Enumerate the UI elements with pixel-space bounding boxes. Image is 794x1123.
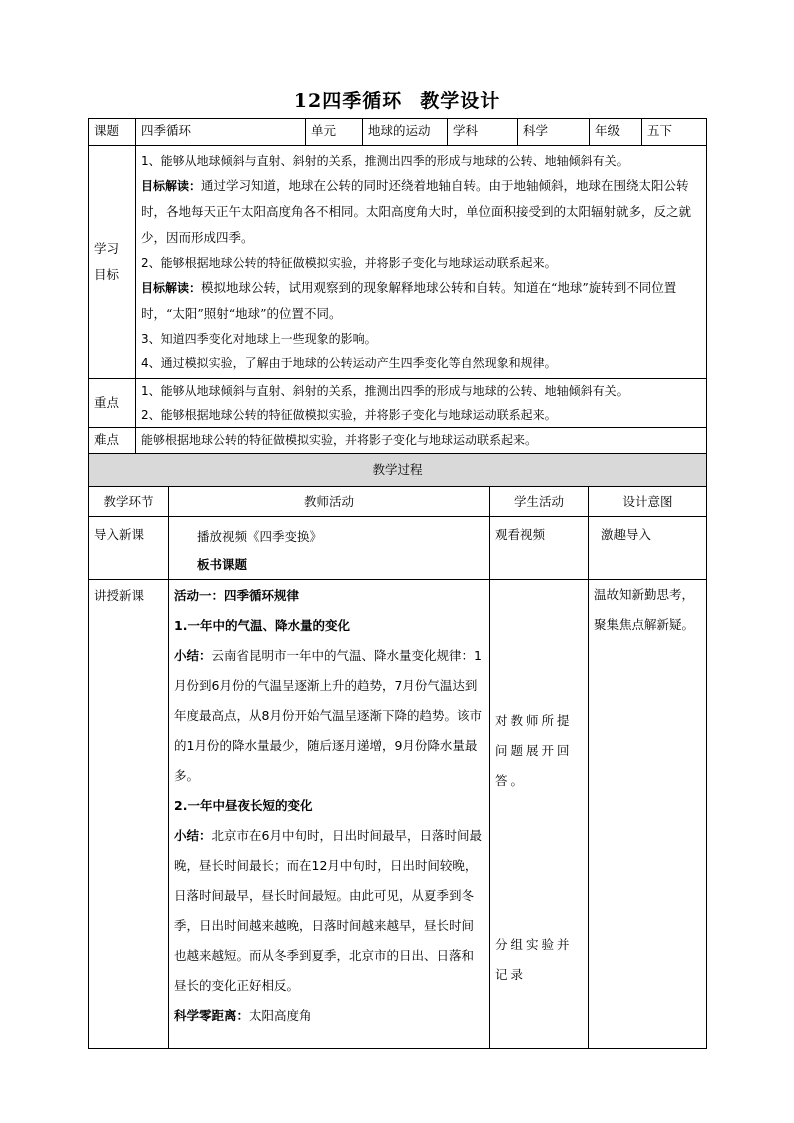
col-stage-header: 教学环节	[89, 487, 169, 517]
title-suffix: 教学设计	[420, 90, 501, 112]
goals-label-line1: 学习	[94, 241, 120, 256]
goal-1-interp-label: 目标解读：	[141, 179, 202, 193]
summary-1	[174, 641, 484, 791]
difficulty-row	[89, 428, 707, 455]
unit-value: 地球的运动	[363, 119, 448, 146]
key-points-content	[136, 379, 707, 428]
new-lesson-row	[89, 580, 707, 1049]
activity-title: 活动一：四季循环规律	[174, 588, 300, 603]
intro-teacher-line1: 播放视频《四季变换》	[197, 529, 323, 544]
key-point-1: 1、能够从地球倾斜与直射、斜射的关系，推测出四季的形成与地球的公转、地轴倾斜有关。	[141, 384, 629, 398]
intro-row	[89, 517, 707, 580]
intro-stage: 导入新课	[89, 517, 169, 580]
goal-1-interp-text: 通过学习知道，地球在公转的同时还绕着地轴自转。由于地轴倾斜，地球在围绕太阳公转时，各地每天正午太阳高度角各不相同。太阳高度角大时，单位面积接受到的太阳辐射就多，反之就少，因而形成四季。	[141, 178, 692, 245]
subtopic-2: 2.一年中昼夜长短的变化	[174, 798, 313, 813]
process-header-row	[89, 487, 707, 517]
grade-value: 五下	[642, 119, 707, 146]
summary-2	[174, 821, 484, 1001]
science-note-label: 科学零距离：	[174, 1008, 250, 1023]
new-lesson-student	[490, 580, 589, 1049]
topic-value: 四季循环	[136, 119, 306, 146]
goals-label	[89, 146, 136, 379]
key-points-row	[89, 379, 707, 428]
grade-label: 年级	[590, 119, 642, 146]
title-name: 四季循环	[322, 90, 403, 112]
difficulty-text: 能够根据地球公转的特征做模拟实验，并将影子变化与地球运动联系起来。	[136, 428, 707, 455]
key-points-label: 重点	[89, 379, 136, 428]
goal-2: 2、能够根据地球公转的特征做模拟实验，并将影子变化与地球运动联系起来。	[141, 256, 557, 270]
subject-label: 学科	[448, 119, 518, 146]
summary-2-text: 北京市在6月中旬时，日出时间最早，日落时间最晚，昼长时间最长；而在12月中旬时，日出时间较晚，日落时间最早，昼长时间最短。由此可见，从夏季到冬季，日出时间越来越晚，日落时间越来越早，昼长时间也越来越短。而从冬季到夏季，北京市的日出、日落和昼长的变化正好相反。	[174, 828, 482, 993]
new-lesson-stage: 讲授新课	[89, 580, 169, 1049]
process-heading-row	[89, 454, 707, 487]
intro-teacher-line2: 板书课题	[197, 557, 248, 572]
col-student-header: 学生活动	[490, 487, 589, 517]
intro-teacher	[169, 517, 490, 580]
col-teacher-header: 教师活动	[169, 487, 490, 517]
goal-1: 1、能够从地球倾斜与直射、斜射的关系，推测出四季的形成与地球的公转、地轴倾斜有关。	[141, 154, 629, 168]
intro-intent: 激趣导入	[589, 517, 707, 580]
goal-4: 4、通过模拟实验，了解由于地球的公转运动产生四季变化等自然现象和规律。	[141, 356, 557, 370]
science-note	[174, 1001, 484, 1031]
page-title	[0, 86, 794, 113]
key-point-2: 2、能够根据地球公转的特征做模拟实验，并将影子变化与地球运动联系起来。	[141, 408, 557, 422]
summary-2-label: 小结：	[174, 828, 212, 843]
unit-label: 单元	[306, 119, 363, 146]
goal-3: 3、知道四季变化对地球上一些现象的影响。	[141, 332, 377, 346]
science-note-text: 太阳高度角	[249, 1008, 312, 1023]
student-activity-1: 对教师所提问题展开回答。	[495, 713, 573, 788]
goal-1-interpretation	[141, 173, 701, 251]
goal-2-interp-text: 模拟地球公转，试用观察到的现象解释地球公转和自转。知道在“地球”旋转到不同位置时，“太阳”照射“地球”的位置不同。	[141, 280, 677, 321]
difficulty-label: 难点	[89, 428, 136, 455]
lesson-info-table	[88, 118, 707, 455]
goals-label-line2: 目标	[94, 267, 120, 282]
subtopic-1: 1.一年中的气温、降水量的变化	[174, 618, 350, 633]
goals-content	[136, 146, 707, 379]
student-activity-2: 分组实验并记录	[495, 937, 573, 982]
new-lesson-teacher	[169, 580, 490, 1049]
subject-value: 科学	[518, 119, 590, 146]
goal-2-interp-label: 目标解读：	[141, 281, 202, 295]
summary-1-text: 云南省昆明市一年中的气温、降水量变化规律：1月份到6月份的气温呈逐渐上升的趋势，7月份气温达到年度最高点，从8月份开始气温呈逐渐下降的趋势。该市的1月份的降水量最少，随后逐月递增，9月份降水量最多。	[174, 648, 482, 783]
summary-1-label: 小结：	[174, 648, 212, 663]
col-intent-header: 设计意图	[589, 487, 707, 517]
goals-row	[89, 146, 707, 379]
title-number: 12	[293, 90, 323, 112]
teaching-process-table	[88, 453, 707, 1049]
process-heading: 教学过程	[89, 454, 707, 487]
info-row	[89, 119, 707, 146]
new-lesson-intent: 温故知新勤思考，聚集焦点解新疑。	[589, 580, 707, 1049]
goal-2-interpretation	[141, 275, 701, 327]
topic-label: 课题	[89, 119, 136, 146]
intro-student: 观看视频	[490, 517, 589, 580]
